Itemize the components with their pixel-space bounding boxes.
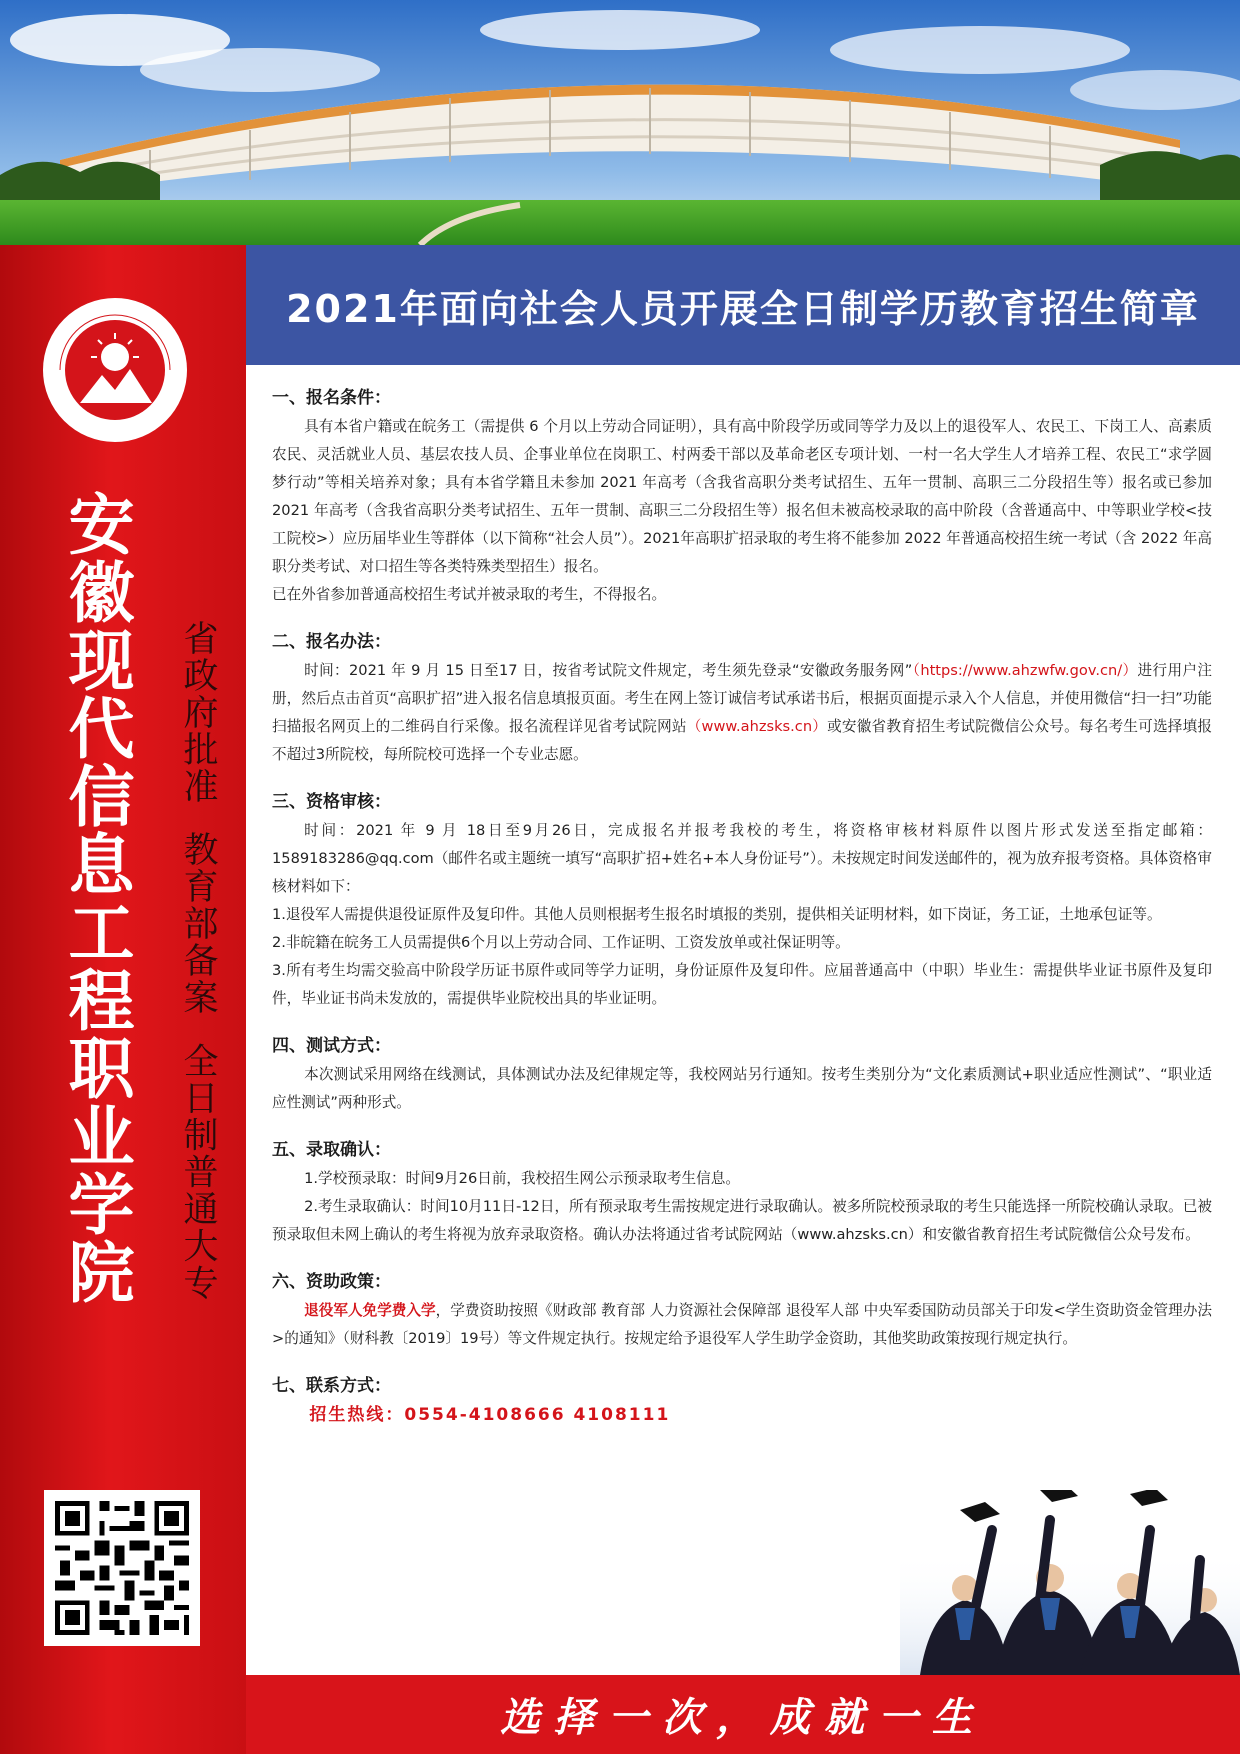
red-sidebar — [0, 245, 246, 1665]
approval-line-1: 省政府批准 — [178, 620, 218, 805]
sidebar-footer-strip — [0, 1665, 246, 1754]
college-logo — [40, 295, 190, 445]
exam-site-link[interactable]: （www.ahzsks.cn） — [686, 718, 828, 735]
section-admission-confirmation — [272, 1135, 1212, 1249]
section-qualification-review — [272, 787, 1212, 1013]
section-title: 四、测试方式： — [272, 1036, 391, 1056]
paragraph: 时间：2021 年 9 月 18日至9月26日，完成报名并报考我校的考生，将资格审核材料原件以图片形式发送至指定邮箱：1589183286@qq.com（邮件名或主题统一填写“高职扩招+姓名+本人身份证号”）。未按规定时间发送邮件的，视为放弃报考资格。具体资格审核材料如下： — [272, 822, 1212, 895]
graduates-illustration — [900, 1490, 1240, 1675]
qr-code[interactable] — [44, 1490, 200, 1646]
campus-photo — [0, 0, 1240, 245]
list-item: 3.所有考生均需交验高中阶段学历证书原件或同等学力证明，身份证原件及复印件。应届普通高中（中职）毕业生：需提供毕业证书原件及复印件，毕业证书尚未发放的，需提供毕业院校出具的毕业证明。 — [272, 962, 1212, 1007]
text-run: 或安徽省教育招生考试院微信公众号。每名考生可选择填报不超过3所院校，每所院校可选择一个专业志愿。 — [272, 718, 1212, 763]
text-run: 进行用户注册，然后点击首页“高职扩招”进入报名信息填报页面。考生在网上签订诚信考试承诺书后，根据页面提示录入个人信息，并使用微信“扫一扫”功能扫描报名网页上的二维码自行采像。报名流程详见省考试院网站 — [272, 662, 1212, 735]
paragraph: 已在外省参加普通高校招生考试并被录取的考生，不得报名。 — [272, 586, 667, 603]
list-item: 1.学校预录取：时间9月26日前，我校招生网公示预录取考生信息。 — [304, 1170, 740, 1187]
section-financial-aid — [272, 1267, 1212, 1353]
section-contact — [272, 1371, 1212, 1429]
main-content — [272, 383, 1212, 1623]
slogan-footer — [246, 1675, 1240, 1754]
text-run: 时间：2021 年 9 月 15 日至17 日，按省考试院文件规定，考生须先登录“安徽政务服务网” — [304, 662, 913, 679]
list-item: 2.非皖籍在皖务工人员需提供6个月以上劳动合同、工作证明、工资发放单或社保证明等。 — [272, 934, 850, 951]
section-registration-method — [272, 627, 1212, 769]
approval-line-2: 教育部备案 — [178, 831, 218, 1017]
section-test-method — [272, 1031, 1212, 1117]
paragraph — [272, 1297, 1212, 1353]
section-title: 二、报名办法： — [272, 632, 391, 652]
page-title: 2021年面向社会人员开展全日制学历教育招生简章 — [286, 286, 1200, 331]
approval-line-3: 全日制普通大专 — [178, 1042, 218, 1302]
text-run: ，学费资助按照《财政部 教育部 人力资源社会保障部 退役军人部 中央军委国防动员部关于印发<学生资助资金管理办法>的通知》（财科教〔2019〕19号）等文件规定执行。按规定给予退役军人学生助学金资助，其他奖助政策按现行规定执行。 — [272, 1302, 1212, 1347]
section-title: 一、报名条件： — [272, 388, 391, 408]
section-title: 七、联系方式： — [272, 1376, 391, 1396]
paragraph: 具有本省户籍或在皖务工（需提供 6 个月以上劳动合同证明），具有高中阶段学历或同等学力及以上的退役军人、农民工、下岗工人、高素质农民、灵活就业人员、基层农技人员、企事业单位在岗职工、村两委干部以及革命老区专项计划、一村一名大学生人才培养工程、农民工“求学圆梦行动”等相关培养对象；具有本省学籍且未参加 2021 年高考（含我省高职分类考试招生、五年一贯制、高职三二分段招生等）报名或已参加 2021 年高考（含我省高职分类考试招生、五年一贯制、高职三二分段招生等）报名但未被高校录取的高中阶段（含普通高中、中等职业学校<技工院校>）应历届毕业生等群体（以下简称“社会人员”）。2021年高职扩招录取的考生将不能参加 2022 年普通高校招生统一考试（含 2022 年高职分类考试、对口招生等各类特殊类型招生）报名。 — [272, 418, 1212, 575]
admission-hotline: 招生热线：0554-4108666 4108111 — [309, 1405, 671, 1425]
paragraph: 本次测试采用网络在线测试，具体测试办法及纪律规定等，我校网站另行通知。按考生类别分为“文化素质测试+职业适应性测试”、“职业适应性测试”两种形式。 — [272, 1066, 1212, 1111]
paragraph — [272, 657, 1212, 769]
college-name: 安徽现代信息工程职业学院 — [57, 490, 135, 1306]
section-registration-requirements — [272, 383, 1212, 609]
section-title: 六、资助政策： — [272, 1272, 391, 1292]
list-item: 1.退役军人需提供退役证原件及复印件。其他人员则根据考生报名时填报的类别，提供相关证明材料，如下岗证，务工证，土地承包证等。 — [272, 906, 1162, 923]
section-title: 三、资格审核： — [272, 792, 391, 812]
gov-service-link[interactable]: （https://www.ahzwfw.gov.cn/） — [912, 662, 1138, 679]
section-title: 五、录取确认： — [272, 1140, 391, 1160]
list-item: 2.考生录取确认：时间10月11日-12日，所有预录取考生需按规定进行录取确认。被多所院校预录取的考生只能选择一所院校确认录取。已被预录取但未网上确认的考生将视为放弃录取资格。确认办法将通过省考试院网站（www.ahzsks.cn）和安徽省教育招生考试院微信公众号发布。 — [272, 1198, 1212, 1243]
title-banner — [246, 245, 1240, 365]
slogan: 选择一次，成就一生 — [500, 1694, 986, 1741]
approval-text — [150, 620, 220, 1340]
veteran-highlight: 退役军人免学费入学 — [304, 1302, 436, 1319]
